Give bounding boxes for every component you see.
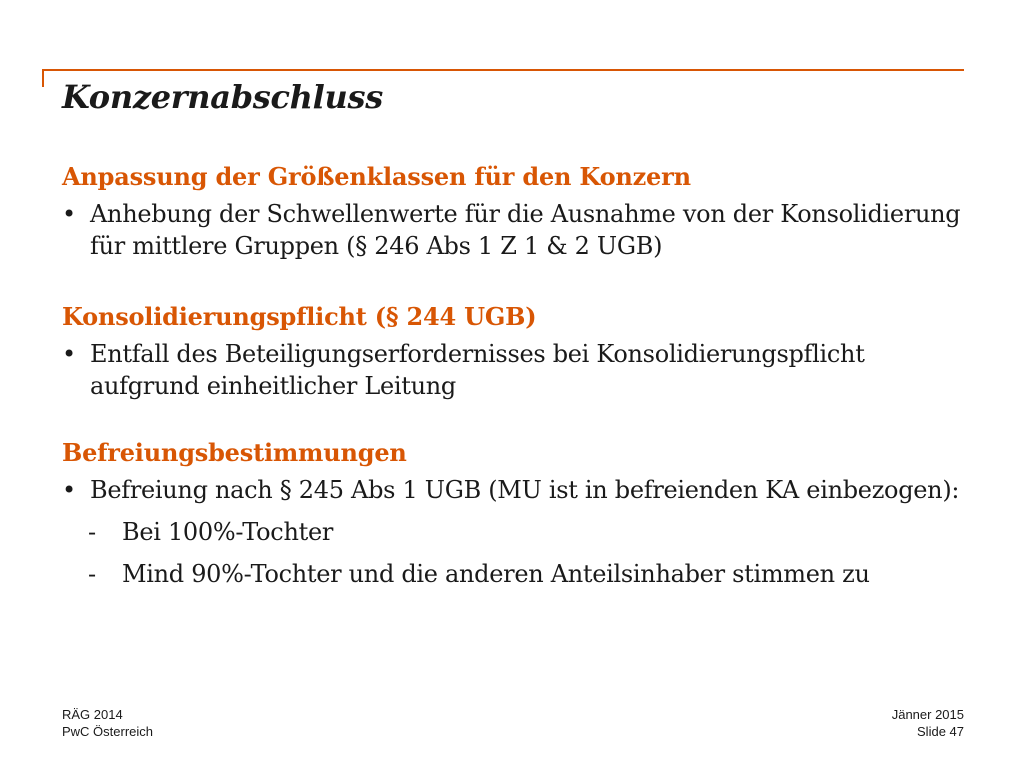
sub-item-90-tochter: - Mind 90%-Tochter und die anderen Anteilsinhaber stimmen zu bbox=[62, 558, 962, 590]
footer-slide-number: Slide 47 bbox=[917, 724, 964, 739]
sub-item-100-tochter: - Bei 100%-Tochter bbox=[62, 516, 962, 548]
slide-title: Konzernabschluss bbox=[62, 78, 383, 116]
top-accent-tick bbox=[42, 69, 44, 87]
section-heading-befreiungsbestimmungen: Befreiungsbestimmungen bbox=[62, 438, 407, 467]
footer-date: Jänner 2015 bbox=[891, 707, 964, 722]
footer-project: RÄG 2014 bbox=[62, 707, 123, 722]
footer-company: PwC Österreich bbox=[62, 724, 154, 739]
slide-content bbox=[62, 160, 962, 590]
footer-right bbox=[892, 706, 964, 740]
section-heading-konsolidierungspflicht: Konsolidierungspflicht (§ 244 UGB) bbox=[62, 302, 537, 331]
bullet-beteiligungserfordernis: • Entfall des Beteiligungserfordernisses bei Konsolidierungspflicht aufgrund einheitlicher Leitung bbox=[62, 338, 962, 402]
bullet-schwellenwerte: • Anhebung der Schwellenwerte für die Ausnahme von der Konsolidierung für mittlere Gruppen (§ 246 Abs 1 Z 1 & 2 UGB) bbox=[62, 198, 962, 262]
section-heading-groessenklassen: Anpassung der Größenklassen für den Konzern bbox=[62, 162, 691, 191]
footer-left bbox=[62, 706, 153, 740]
bullet-befreiung: • Befreiung nach § 245 Abs 1 UGB (MU ist in befreienden KA einbezogen): bbox=[62, 474, 962, 506]
top-accent-rule bbox=[42, 69, 964, 71]
